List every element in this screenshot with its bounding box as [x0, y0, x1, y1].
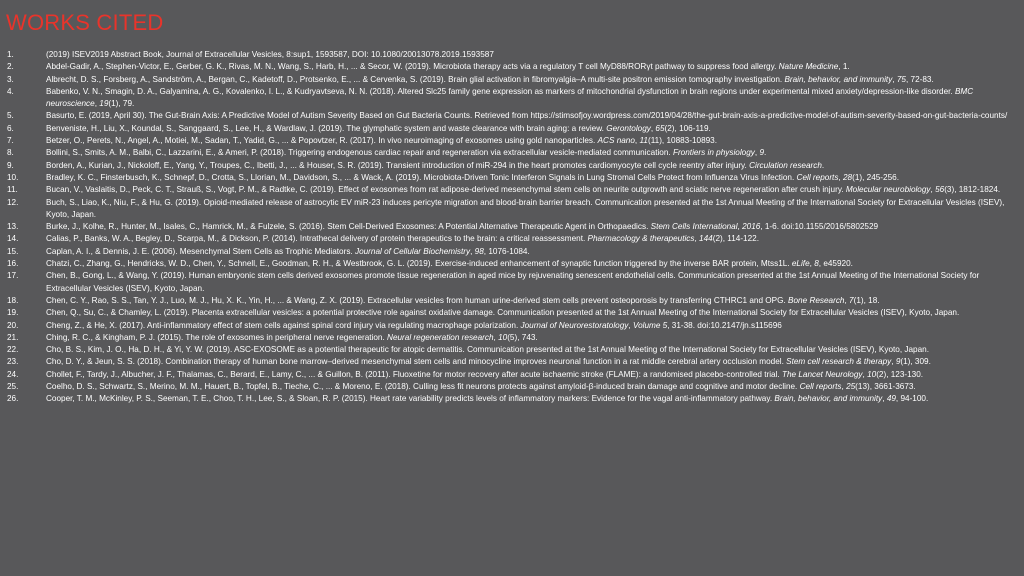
- reference-text: [46, 234, 759, 243]
- reference-italic-segment: Nature Medicine: [778, 62, 839, 72]
- reference-italic-segment: ACS nano: [597, 136, 635, 146]
- reference-segment: ,: [844, 295, 850, 305]
- reference-item: [0, 221, 1012, 233]
- reference-item: [0, 74, 1012, 86]
- reference-item: [0, 233, 1012, 245]
- reference-number: 16.: [7, 259, 19, 269]
- reference-italic-segment: 28: [842, 172, 853, 182]
- slide-title: WORKS CITED: [6, 10, 164, 35]
- reference-text: [46, 382, 916, 391]
- reference-italic-segment: 144: [699, 234, 713, 244]
- reference-italic-segment: eLife: [791, 259, 810, 269]
- reference-segment: ,: [737, 222, 743, 232]
- reference-segment: (2), 123-130.: [876, 369, 924, 379]
- reference-italic-segment: 25: [846, 382, 856, 392]
- reference-segment: Chollet, F., Tardy, J., Albucher, J. F., Thalamas, C., Berard, E., Lamy, C., ... & Guillon, B. (2011). Fluoxetine for motor recovery after acute ischaemic stroke (FLAME): a randomised placebo-controlled trial.: [46, 369, 782, 379]
- reference-segment: ,: [891, 357, 896, 367]
- reference-segment: , 1076-1084.: [483, 246, 530, 256]
- reference-item: [0, 61, 1012, 73]
- reference-segment: (13), 3661-3673.: [855, 382, 916, 392]
- reference-number: 10.: [7, 172, 19, 182]
- reference-number: 21.: [7, 332, 19, 342]
- reference-text: [46, 124, 711, 133]
- reference-number: 15.: [7, 246, 19, 256]
- reference-italic-segment: 19: [99, 99, 109, 109]
- reference-list: [0, 49, 1012, 406]
- reference-italic-segment: 65: [655, 123, 665, 133]
- reference-italic-segment: 10: [498, 332, 508, 342]
- reference-text: [46, 222, 878, 231]
- reference-text: [46, 357, 931, 366]
- reference-segment: Babenko, V. N., Smagin, D. A., Galyamina, A. G., Kovalenko, I. L., & Kudryavtseva, N. N. (2018). Altered Slc25 family gene expression as markers of mitochondrial dysfunction in brain regions under experimental mixed anxiety/depression-like disorder.: [46, 86, 955, 96]
- reference-segment: (2), 106-119.: [664, 123, 711, 133]
- reference-italic-segment: Volume 5: [632, 320, 668, 330]
- reference-segment: .: [764, 148, 767, 158]
- reference-number: 9.: [7, 160, 14, 170]
- reference-text: [46, 247, 530, 256]
- reference-segment: ,: [862, 369, 868, 379]
- reference-item: [0, 307, 1012, 319]
- reference-segment: .: [821, 160, 825, 170]
- reference-item: [0, 332, 1012, 344]
- reference-segment: (1), 245-256.: [852, 172, 899, 182]
- reference-italic-segment: Journal of Cellular Biochemistry: [354, 246, 471, 256]
- reference-item: [0, 49, 1012, 61]
- reference-item: [0, 320, 1012, 332]
- reference-item: [0, 197, 1012, 222]
- reference-segment: ,: [841, 382, 847, 392]
- reference-segment: (11), 10883-10893.: [647, 136, 718, 146]
- reference-segment: Basurto, E. (2019, April 30). The Gut-Brain Axis: A Predictive Model of Autism Severity Based on Gut Bacteria Counts. Retrieved from https://stimsofjoy.wordpress.com/2019/04/28/the-gut-brain-axis-a-predictive-model-of-autism-severity-based-on-gut-bacteria-counts/: [46, 111, 1008, 121]
- reference-italic-segment: 8: [814, 259, 819, 269]
- reference-number: 19.: [7, 308, 19, 318]
- reference-text: [46, 173, 899, 182]
- reference-text: [46, 259, 853, 268]
- reference-number: 12.: [7, 197, 19, 207]
- reference-text: [46, 345, 929, 354]
- reference-number: 18.: [7, 295, 19, 305]
- reference-italic-segment: Stem cell research & therapy: [786, 357, 892, 367]
- reference-number: 22.: [7, 345, 19, 355]
- reference-italic-segment: Brain, behavior, and immunity: [774, 394, 883, 404]
- reference-number: 11.: [7, 185, 18, 195]
- reference-segment: Borden, A., Kurian, J., Nickoloff, E., Yang, Y., Troupes, C., Ibetti, J., ... & Houser, S. R. (2019). Transient introduction of miR-294 in the heart promotes cardiomyocyte cell cycle reentry after injury.: [46, 160, 750, 170]
- reference-text: [46, 370, 923, 379]
- reference-item: [0, 369, 1012, 381]
- reference-number: 5.: [7, 111, 14, 121]
- reference-italic-segment: Pharmacology & therapeutics: [587, 234, 695, 244]
- reference-segment: (5), 743.: [507, 332, 538, 342]
- reference-text: [46, 111, 1007, 120]
- reference-item: [0, 258, 1012, 270]
- reference-segment: , 1-6. doi:10.1155/2016/5802529: [760, 222, 879, 232]
- reference-segment: ,: [634, 136, 640, 146]
- reference-number: 20.: [7, 320, 19, 330]
- reference-number: 24.: [7, 369, 19, 379]
- reference-segment: ,: [930, 185, 936, 195]
- reference-number: 3.: [7, 74, 14, 84]
- reference-segment: ,: [493, 332, 499, 342]
- reference-number: 2.: [7, 62, 14, 72]
- reference-text: [46, 136, 717, 145]
- reference-italic-segment: 11: [639, 136, 648, 146]
- reference-italic-segment: Cell reports: [796, 172, 839, 182]
- reference-segment: ,: [892, 74, 897, 84]
- reference-item: [0, 295, 1012, 307]
- reference-segment: , 1.: [838, 62, 850, 72]
- reference-segment: ,: [754, 148, 760, 158]
- reference-segment: ,: [628, 320, 633, 330]
- reference-item: [0, 147, 1012, 159]
- reference-text: [46, 308, 959, 317]
- reference-number: 17.: [7, 271, 19, 281]
- reference-text: [46, 185, 1000, 194]
- reference-segment: , 94-100.: [895, 394, 929, 404]
- reference-item: [0, 123, 1012, 135]
- reference-segment: , e45920.: [818, 259, 853, 269]
- reference-text: [46, 333, 538, 342]
- reference-segment: Chen, B., Gong, L., & Wang, Y. (2019). Human embryonic stem cells derived exosomes promote tissue regeneration in aged mice by rejuvenating senescent endothelial cells. Communication presented at the 1st Annual Meeting of the International Society for Extracellular Vesicles (ISEV), Kyoto, Japan.: [46, 271, 980, 293]
- reference-segment: (1), 79.: [108, 99, 135, 109]
- reference-item: [0, 160, 1012, 172]
- reference-number: 8.: [7, 148, 14, 158]
- reference-italic-segment: 75: [896, 74, 906, 84]
- reference-italic-segment: Brain, behavior, and immunity: [784, 74, 893, 84]
- reference-italic-segment: Frontiers in physiology: [672, 148, 755, 158]
- reference-segment: ,: [94, 99, 100, 109]
- reference-segment: Chatzi, C., Zhang, G., Hendricks, W. D., Chen, Y., Schnell, E., Goodman, R. H., & Westbrook, G. L. (2019). Exercise-induced enhancement of synaptic function triggered by the inverse BAR protein, Mtss1L.: [46, 259, 792, 269]
- reference-segment: Cho, B. S., Kim, J. O., Ha, D. H., & Yi, Y. W. (2019). ASC-EXOSOME as a potential therapeutic for atopic dermatitis. Communication presented at the 1st Annual Meeting of the International Society for Extracellular Vesicles (ISEV), Kyoto, Japan.: [46, 345, 929, 355]
- reference-item: [0, 135, 1012, 147]
- reference-segment: (1), 309.: [900, 357, 931, 367]
- reference-italic-segment: Bone Research: [788, 295, 845, 305]
- reference-segment: Betzer, O., Perets, N., Angel, A., Motiei, M., Sadan, T., Yadid, G., ... & Popovtzer, R. (2017). In vivo neuroimaging of exosomes using gold nanoparticles.: [46, 136, 598, 146]
- reference-segment: Chen, Q., Su, C., & Chamley, L. (2019). Placenta extracellular vesicles: a potential protective role against oxidative damage. Communication presented at the 1st Annual Meeting of the International Society for Extracellular Vesicles (ISEV), Kyoto, Japan.: [46, 308, 960, 318]
- reference-number: 23.: [7, 357, 19, 367]
- reference-number: 6.: [7, 123, 14, 133]
- reference-item: [0, 344, 1012, 356]
- reference-number: 1.: [7, 50, 14, 59]
- reference-text: [46, 50, 494, 59]
- reference-number: 26.: [7, 394, 19, 404]
- reference-text: [46, 198, 1004, 219]
- reference-segment: ,: [809, 259, 815, 269]
- reference-segment: (2019) ISEV2019 Abstract Book, Journal of Extracellular Vesicles, 8:sup1, 1593587, DOI: 10.1080/20013078.2019.1593587: [46, 50, 494, 59]
- reference-segment: Bradley, K. C., Finsterbusch, K., Schnepf, D., Crotta, S., Llorian, M., Davidson, S., ... & Wack, A. (2019). Microbiota-Driven Tonic Interferon Signals in Lung Stromal Cells Protect from Influenza Virus Infection.: [46, 172, 797, 182]
- reference-item: [0, 381, 1012, 393]
- reference-segment: (1), 18.: [853, 295, 880, 305]
- reference-text: [46, 75, 934, 84]
- reference-segment: Cooper, T. M., McKinley, P. S., Seeman, T. E., Choo, T. H., Lee, S., & Sloan, R. P. (2015). Heart rate variability predicts levels of inflammatory markers: Evidence for the vagal anti-inflammatory pathway.: [46, 394, 775, 404]
- reference-text: [46, 271, 979, 292]
- reference-segment: Ching, R. C., & Kingham, P. J. (2015). The role of exosomes in peripheral nerve regeneration.: [46, 332, 388, 342]
- reference-segment: Albrecht, D. S., Forsberg, A., Sandström, A., Bergan, C., Kadetoff, D., Protsenko, E., ... & Cervenka, S. (2019). Brain glial activation in fibromyalgia–A multi-site positron emission tomography investigation.: [46, 74, 785, 84]
- reference-text: [46, 161, 824, 170]
- reference-segment: Cho, D. Y., & Jeun, S. S. (2018). Combination therapy of human bone marrow–derived mesenchymal stem cells and minocycline improves neuronal function in a rat middle cerebral artery occlusion model.: [46, 357, 787, 367]
- reference-item: [0, 172, 1012, 184]
- reference-text: [46, 62, 850, 71]
- reference-item: [0, 356, 1012, 368]
- reference-italic-segment: Molecular neurobiology: [845, 185, 931, 195]
- reference-text: [46, 148, 766, 157]
- reference-italic-segment: 7: [849, 295, 854, 305]
- reference-number: 13.: [7, 222, 19, 232]
- reference-item: [0, 184, 1012, 196]
- reference-italic-segment: 9: [759, 148, 764, 158]
- reference-segment: (3), 1812-1824.: [944, 185, 1001, 195]
- reference-italic-segment: 56: [935, 185, 945, 195]
- reference-item: [0, 270, 1012, 295]
- reference-segment: ,: [838, 172, 843, 182]
- reference-segment: (2), 114-122.: [712, 234, 759, 244]
- reference-segment: Bucan, V., Vaslaitis, D., Peck, C. T., Strauß, S., Vogt, P. M., & Radtke, C. (2019). Effect of exosomes from rat adipose-derived mesenchymal stem cells on neurite outgrowth and sciatic nerve regeneration after crush injury.: [46, 185, 846, 195]
- reference-segment: ,: [882, 394, 887, 404]
- reference-item: [0, 246, 1012, 258]
- reference-italic-segment: Cell reports: [799, 382, 842, 392]
- reference-text: [46, 87, 973, 108]
- reference-italic-segment: Circulation research: [749, 160, 822, 170]
- reference-italic-segment: 98: [474, 246, 484, 256]
- reference-segment: Burke, J., Kolhe, R., Hunter, M., Isales, C., Hamrick, M., & Fulzele, S. (2016). Stem Cell-Derived Exosomes: A Potential Alternative Therapeutic Agent in Orthopaedics.: [46, 222, 651, 232]
- reference-segment: , 72-83.: [905, 74, 934, 84]
- reference-italic-segment: The Lancet Neurology: [781, 369, 863, 379]
- reference-item: [0, 86, 1012, 111]
- reference-number: 7.: [7, 136, 14, 146]
- reference-segment: Buch, S., Liao, K., Niu, F., & Hu, G. (2019). Opioid-mediated release of astrocytic EV miR-23 induces pericyte migration and blood-brain barrier breach. Communication presented at the 1st Annual Meeting of the International Society for Extracellular Vesicles (ISEV), Kyoto, Japan.: [46, 197, 1005, 219]
- reference-text: [46, 321, 782, 330]
- reference-segment: , 31-38. doi:10.2147/jn.s115696: [667, 320, 782, 330]
- reference-segment: ,: [470, 246, 475, 256]
- reference-segment: Cheng, Z., & He, X. (2017). Anti-inflammatory effect of stem cells against spinal cord injury via regulating macrophage polarization.: [46, 320, 521, 330]
- reference-italic-segment: BMC neuroscience: [46, 86, 974, 109]
- reference-segment: Caplan, A. I., & Dennis, J. E. (2006). Mesenchymal Stem Cells as Trophic Mediators.: [46, 246, 355, 256]
- reference-number: 25.: [7, 382, 19, 392]
- reference-segment: Bollini, S., Smits, A. M., Balbi, C., Lazzarini, E., & Ameri, P. (2018). Triggering endogenous cardiac repair and regeneration via extracellular vesicle-mediated communication.: [46, 148, 673, 158]
- reference-segment: ,: [650, 123, 656, 133]
- reference-item: [0, 393, 1012, 405]
- reference-segment: ,: [694, 234, 700, 244]
- reference-italic-segment: Neural regeneration research: [387, 332, 494, 342]
- reference-italic-segment: Gerontology: [606, 123, 651, 133]
- reference-number: 4.: [7, 86, 14, 96]
- reference-text: [46, 394, 928, 403]
- reference-italic-segment: Stem Cells International: [650, 222, 738, 232]
- reference-italic-segment: 10: [867, 369, 877, 379]
- reference-italic-segment: 9: [895, 357, 901, 367]
- reference-item: [0, 110, 1012, 122]
- reference-number: 14.: [7, 234, 19, 244]
- reference-segment: Abdel-Gadir, A., Stephen-Victor, E., Gerber, G. K., Rivas, M. N., Wang, S., Harb, H., ... & Secor, W. (2019). Microbiota therapy acts via a regulatory T cell MyD88/RORγt pathway to suppress food allergy.: [46, 62, 779, 72]
- reference-italic-segment: Journal of Neurorestoratology: [520, 320, 629, 330]
- reference-segment: Calias, P., Banks, W. A., Begley, D., Scarpa, M., & Dickson, P. (2014). Intrathecal delivery of protein therapeutics to the brain: a critical reassessment.: [46, 234, 588, 244]
- reference-text: [46, 296, 880, 305]
- reference-italic-segment: 2016: [742, 222, 761, 232]
- reference-segment: Benveniste, H., Liu, X., Koundal, S., Sanggaard, S., Lee, H., & Wardlaw, J. (2019). The glymphatic system and waste clearance with brain aging: a review.: [46, 123, 607, 133]
- reference-italic-segment: 49: [886, 394, 896, 404]
- reference-segment: Coelho, D. S., Schwartz, S., Merino, M. M., Hauert, B., Topfel, B., Tieche, C., ... & Moreno, E. (2018). Culling less fit neurons protects against amyloid-β-induced brain damage and cognitive and motor decline.: [46, 382, 800, 392]
- reference-segment: Chen, C. Y., Rao, S. S., Tan, Y. J., Luo, M. J., Hu, X. K., Yin, H., ... & Wang, Z. X. (2019). Extracellular vesicles from human urine-derived stem cells prevent osteoporosis by transferring CTHRC1 and OPG.: [46, 295, 789, 305]
